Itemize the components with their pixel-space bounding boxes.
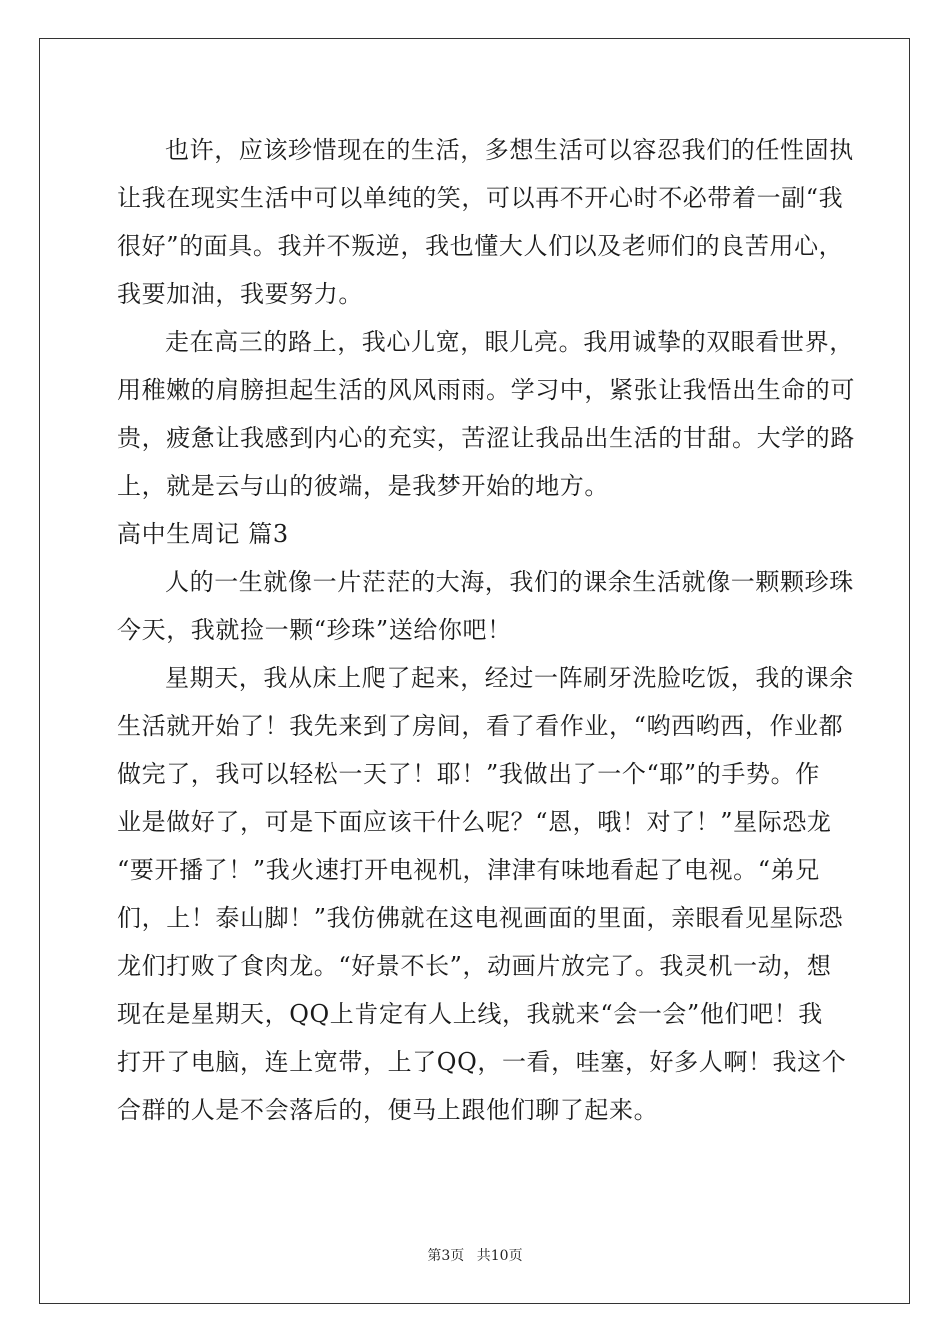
text-line: 很好”的面具。我并不叛逆，我也懂大人们以及老师们的良苦用心， [117,232,844,260]
text-line: 生活就开始了！我先来到了房间，看了看作业，“哟西哟西，作业都 [117,712,844,740]
text-line: 走在高三的路上，我心儿宽，眼儿亮。我用诚挚的双眼看世界， [165,328,854,356]
paragraph [117,558,854,654]
text-line: 人的一生就像一片茫茫的大海，我们的课余生活就像一颗颗珍珠 [165,568,854,596]
text-line: 今天，我就捡一颗“珍珠”送给你吧！ [117,616,512,644]
text-line: 也许，应该珍惜现在的生活，多想生活可以容忍我们的任性固执 [165,136,854,164]
text-line: 现在是星期天，QQ上肯定有人上线，我就来“会一会”他们吧！我 [117,1000,823,1028]
text-line: 龙们打败了食肉龙。“好景不长”，动画片放完了。我灵机一动，想 [117,952,832,980]
paragraph [117,318,855,510]
page-total: 共10页 [476,1248,523,1264]
text-line: 合群的人是不会落后的，便马上跟他们聊了起来。 [117,1096,659,1124]
text-line: 打开了电脑，连上宽带，上了QQ，一看，哇塞，好多人啊！我这个 [117,1048,847,1076]
text-line: 上，就是云与山的彼端，是我梦开始的地方。 [117,472,609,500]
text-line: 让我在现实生活中可以单纯的笑，可以再不开心时不必带着一副“我 [117,184,844,212]
document-body [117,126,855,1134]
text-line: 用稚嫩的肩膀担起生活的风风雨雨。学习中，紧张让我悟出生命的可 [117,376,855,404]
paragraph [117,654,854,1134]
page-number: 第3页 [427,1248,465,1264]
text-line: 们，上！泰山脚！”我仿佛就在这电视画面的里面，亲眼看见星际恐 [117,904,844,932]
text-line: 做完了，我可以轻松一天了！耶！”我做出了一个“耶”的手势。作 [117,760,820,788]
paragraph [117,126,854,318]
text-line: 星期天，我从床上爬了起来，经过一阵刷牙洗脸吃饭，我的课余 [165,664,854,692]
section-heading: 高中生周记 篇3 [117,520,289,548]
text-line: “要开播了！”我火速打开电视机，津津有味地看起了电视。“弟兄 [117,856,820,884]
text-line: 我要加油，我要努力。 [117,280,363,308]
text-line: 业是做好了，可是下面应该干什么呢？“恩，哦！对了！”星际恐龙 [117,808,832,836]
text-line: 贵，疲惫让我感到内心的充实，苦涩让我品出生活的甘甜。大学的路 [117,424,855,452]
page-footer [0,1245,950,1265]
